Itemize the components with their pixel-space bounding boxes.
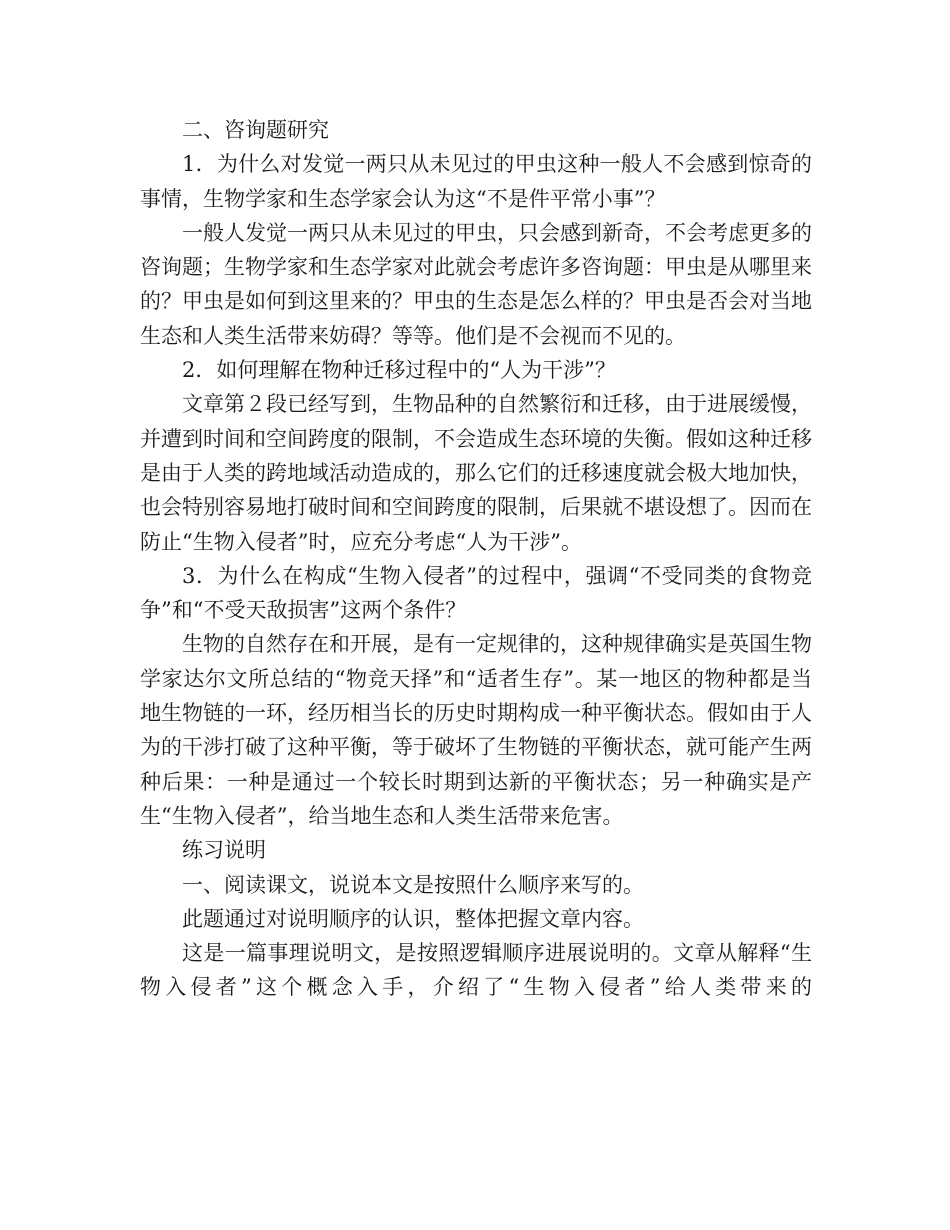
exercise-1-purpose: 此题通过对说明顺序的认识，整体把握文章内容。 (182, 906, 644, 931)
question-2: 2．如何理解在物种迁移过程中的“人为干涉”？ (182, 358, 616, 383)
question-1: 1．为什么对发觉一两只从未见过的甲虫这种一般人不会感到惊奇的事情，生物学家和生态学家会认为这“不是件平常小事”？ (140, 152, 812, 211)
answer-3: 生物的自然存在和开展，是有一定规律的，这种规律确实是英国生物学家达尔文所总结的“物竞天择”和“适者生存”。某一地区的物种都是当地生物链的一环，经历相当长的历史时期构成一种平衡状态。假如由于人为的干涉打破了这种平衡，等于破坏了生物链的平衡状态，就可能产生两种后果：一种是通过一个较长时期到达新的平衡状态；另一种确实是产生“生物入侵者”，给当地生态和人类生活带来危害。 (140, 632, 812, 828)
answer-2: 文章第２段已经写到，生物品种的自然繁衍和迁移，由于进展缓慢，并遭到时间和空间跨度的限制，不会造成生态环境的失衡。假如这种迁移是由于人类的跨地域活动造成的，那么它们的迁移速度就会极大地加快，也会特别容易地打破时间和空间跨度的限制，后果就不堪设想了。因而在防止“生物入侵者”时，应充分考虑“人为干涉”。 (140, 392, 812, 554)
section-heading: 二、咨询题研究 (182, 118, 329, 142)
question-3: 3．为什么在构成“生物入侵者”的过程中，强调“不受同类的食物竞争”和“不受天敌损害”这两个条件？ (140, 563, 812, 623)
exercise-heading: 练习说明 (182, 838, 266, 863)
exercise-1-answer: 这是一篇事理说明文，是按照逻辑顺序进展说明的。文章从解释“生物入侵者”这个概念入手，介绍了“生物入侵者”给人类带来的 (140, 941, 812, 1000)
exercise-1: 一、阅读课文，说说本文是按照什么顺序来写的。 (182, 872, 644, 897)
document-body (140, 113, 812, 1005)
answer-1: 一般人发觉一两只从未见过的甲虫，只会感到新奇，不会考虑更多的咨询题；生物学家和生态学家对此就会考虑许多咨询题：甲虫是从哪里来的？甲虫是如何到这里来的？甲虫的生态是怎么样的？甲虫是否会对当地生态和人类生活带来妨碍？等等。他们是不会视而不见的。 (140, 220, 812, 348)
